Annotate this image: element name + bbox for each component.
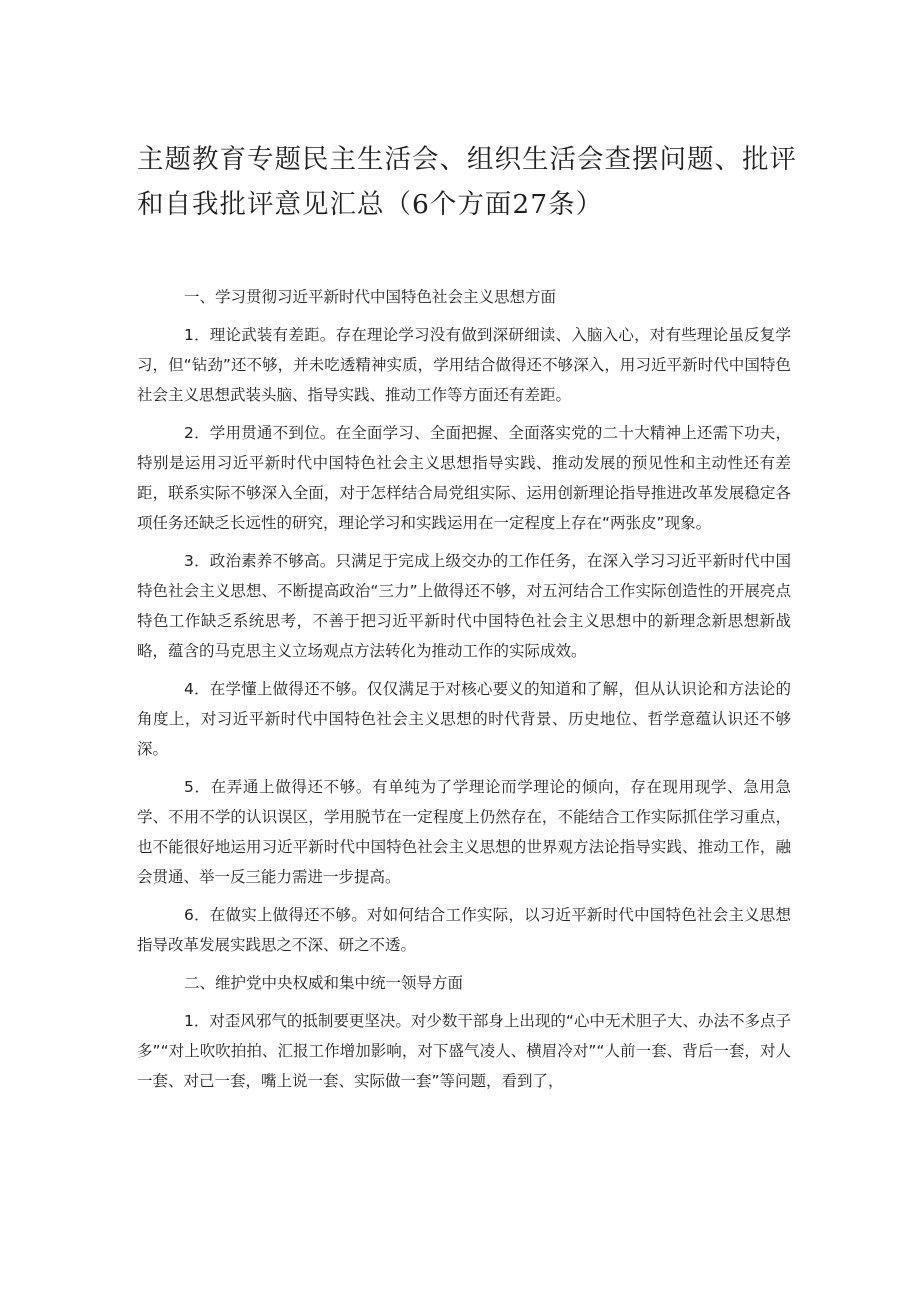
list-item: 1．理论武装有差距。存在理论学习没有做到深研细读、入脑入心，对有些理论虽反复学习，但“钻劲”还不够，并未吃透精神实质，学用结合做得还不够深入，用习近平新时代中国特色社会主义思想武装头脑、指导实践、推动工作等方面还有差距。 (137, 326, 791, 404)
list-item: 1．对歪风邪气的抵制要更坚决。对少数干部身上出现的“心中无术胆子大、办法不多点子多”“对上吹吹拍拍、汇报工作增加影响，对下盛气凌人、横眉冷对”“人前一套、背后一套，对人一套、对己一套，嘴上说一套、实际做一套”等问题，看到了， (137, 1012, 791, 1090)
list-item: 6．在做实上做得还不够。对如何结合工作实际，以习近平新时代中国特色社会主义思想指导改革发展实践思之不深、研之不透。 (137, 906, 791, 954)
document-title: 主题教育专题民主生活会、组织生活会查摆问题、批评和自我批评意见汇总（6个方面27条） (137, 144, 797, 220)
list-item: 2．学用贯通不到位。在全面学习、全面把握、全面落实党的二十大精神上还需下功夫，特别是运用习近平新时代中国特色社会主义思想指导实践、推动发展的预见性和主动性还有差距，联系实际不够深入全面，对于怎样结合局党组实际、运用创新理论指导推进改革发展稳定各项任务还缺乏长远性的研究，理论学习和实践运用在一定程度上存在“两张皮”现象。 (137, 424, 791, 532)
section-heading: 一、学习贯彻习近平新时代中国特色社会主义思想方面 (184, 288, 557, 306)
list-item: 5．在弄通上做得还不够。有单纯为了学理论而学理论的倾向，存在现用现学、急用急学、不用不学的认识误区，学用脱节在一定程度上仍然存在，不能结合工作实际抓住学习重点，也不能很好地运用习近平新时代中国特色社会主义思想的世界观方法论指导实践、推动工作，融会贯通、举一反三能力需进一步提高。 (137, 778, 791, 886)
section-heading: 二、维护党中央权威和集中统一领导方面 (184, 974, 464, 992)
list-item: 3．政治素养不够高。只满足于完成上级交办的工作任务，在深入学习习近平新时代中国特色社会主义思想、不断提高政治“三力”上做得还不够，对五河结合工作实际创造性的开展亮点特色工作缺乏系统思考，不善于把习近平新时代中国特色社会主义思想中的新理念新思想新战略，蕴含的马克思主义立场观点方法转化为推动工作的实际成效。 (137, 552, 791, 660)
list-item: 4．在学懂上做得还不够。仅仅满足于对核心要义的知道和了解，但从认识论和方法论的角度上，对习近平新时代中国特色社会主义思想的时代背景、历史地位、哲学意蕴认识还不够深。 (137, 680, 791, 758)
document-body (137, 282, 791, 1104)
